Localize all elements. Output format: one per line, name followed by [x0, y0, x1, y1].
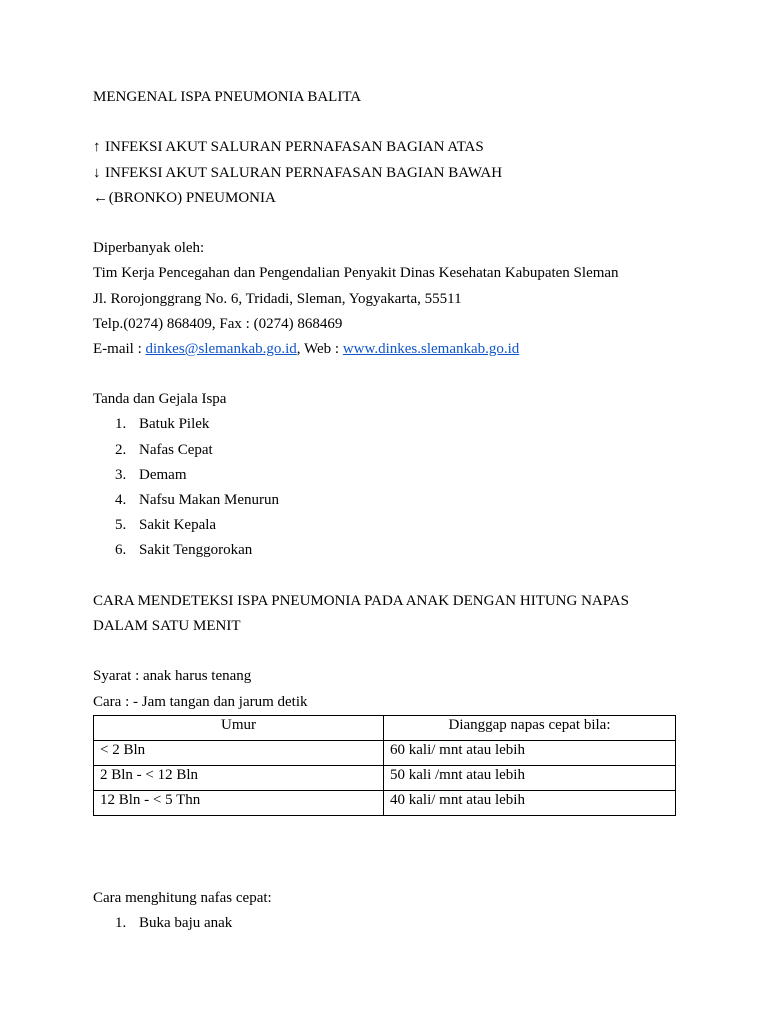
- table-header-row: [94, 715, 676, 740]
- acronym-text: INFEKSI AKUT SALURAN PERNAFASAN BAGIAN ATAS: [105, 139, 484, 156]
- spacer: [93, 110, 683, 135]
- publisher-contact: [93, 337, 683, 362]
- table-cell-age: 2 Bln - < 12 Bln: [94, 765, 384, 790]
- list-text: Nafsu Makan Menurun: [139, 492, 279, 508]
- table-cell-age: < 2 Bln: [94, 740, 384, 765]
- list-item: [93, 513, 683, 538]
- arrow-down-icon: ↓: [93, 164, 101, 181]
- table-row: [94, 765, 676, 790]
- spacer: [93, 211, 683, 236]
- list-text: Demam: [139, 466, 187, 483]
- list-item: [93, 911, 683, 936]
- counting-heading: Cara menghitung nafas cepat:: [93, 889, 272, 906]
- acronym-line-pneumonia: [93, 186, 683, 211]
- publisher-intro: Diperbanyak oleh:: [93, 240, 205, 257]
- list-item: [93, 438, 683, 463]
- method-text: Cara : - Jam tangan dan jarum detik: [93, 693, 308, 710]
- list-number: 5.: [115, 517, 127, 534]
- detection-heading-line1: CARA MENDETEKSI ISPA PNEUMONIA PADA ANAK DENGAN HITUNG NAPAS: [93, 592, 629, 609]
- symptoms-list: [93, 412, 683, 563]
- acronym-text: (BRONKO) PNEUMONIA: [108, 189, 276, 206]
- list-item: [93, 463, 683, 488]
- spacer: [93, 564, 683, 589]
- list-item: [93, 538, 683, 563]
- list-text: Sakit Tenggorokan: [139, 542, 253, 559]
- spacer: [93, 639, 683, 664]
- table-header-threshold: Dianggap napas cepat bila:: [384, 715, 676, 740]
- table-row: [94, 790, 676, 815]
- list-item: [93, 488, 683, 513]
- list-number: 6.: [115, 542, 127, 559]
- list-text: Nafas Cepat: [139, 441, 213, 458]
- document-title: MENGENAL ISPA PNEUMONIA BALITA: [93, 89, 362, 105]
- arrow-up-icon: ↑: [93, 139, 101, 156]
- publisher-phone: Telp.(0274) 868409, Fax : (0274) 868469: [93, 315, 343, 332]
- list-number: 2.: [115, 441, 127, 458]
- table-header-age: Umur: [94, 715, 384, 740]
- table-cell-age: 12 Bln - < 5 Thn: [94, 790, 384, 815]
- arrow-left-icon: ←: [93, 189, 108, 206]
- list-text: Buka baju anak: [139, 914, 233, 931]
- table-cell-threshold: 50 kali /mnt atau lebih: [384, 765, 676, 790]
- web-link[interactable]: www.dinkes.slemankab.go.id: [342, 340, 520, 357]
- symptoms-heading: Tanda dan Gejala Ispa: [93, 391, 227, 408]
- table-row: [94, 740, 676, 765]
- document-page: [93, 85, 683, 936]
- detection-heading-line2: DALAM SATU MENIT: [93, 617, 241, 634]
- list-number: 4.: [115, 492, 127, 508]
- email-link[interactable]: dinkes@slemankab.go.id: [145, 340, 297, 357]
- publisher-org: Tim Kerja Pencegahan dan Pengendalian Penyakit Dinas Kesehatan Kabupaten Sleman: [93, 265, 619, 282]
- respiratory-rate-table: [93, 715, 676, 816]
- list-text: Sakit Kepala: [139, 517, 217, 534]
- requirement-text: Syarat : anak harus tenang: [93, 668, 252, 685]
- spacer: [93, 816, 683, 886]
- table-cell-threshold: 40 kali/ mnt atau lebih: [384, 790, 676, 815]
- list-number: 1.: [115, 914, 127, 931]
- list-item: [93, 412, 683, 437]
- acronym-line-lower: [93, 161, 683, 186]
- acronym-line-upper: [93, 135, 683, 160]
- email-label: E-mail :: [93, 340, 146, 357]
- publisher-address: Jl. Rorojonggrang No. 6, Tridadi, Sleman, Yogyakarta, 55511: [93, 290, 462, 307]
- table-cell-threshold: 60 kali/ mnt atau lebih: [384, 740, 676, 765]
- list-number: 3.: [115, 466, 127, 483]
- web-label: , Web :: [296, 340, 343, 357]
- list-number: 1.: [115, 416, 127, 433]
- spacer: [93, 362, 683, 387]
- acronym-text: INFEKSI AKUT SALURAN PERNAFASAN BAGIAN BAWAH: [105, 164, 503, 181]
- list-text: Batuk Pilek: [139, 416, 210, 433]
- counting-list: [93, 911, 683, 936]
